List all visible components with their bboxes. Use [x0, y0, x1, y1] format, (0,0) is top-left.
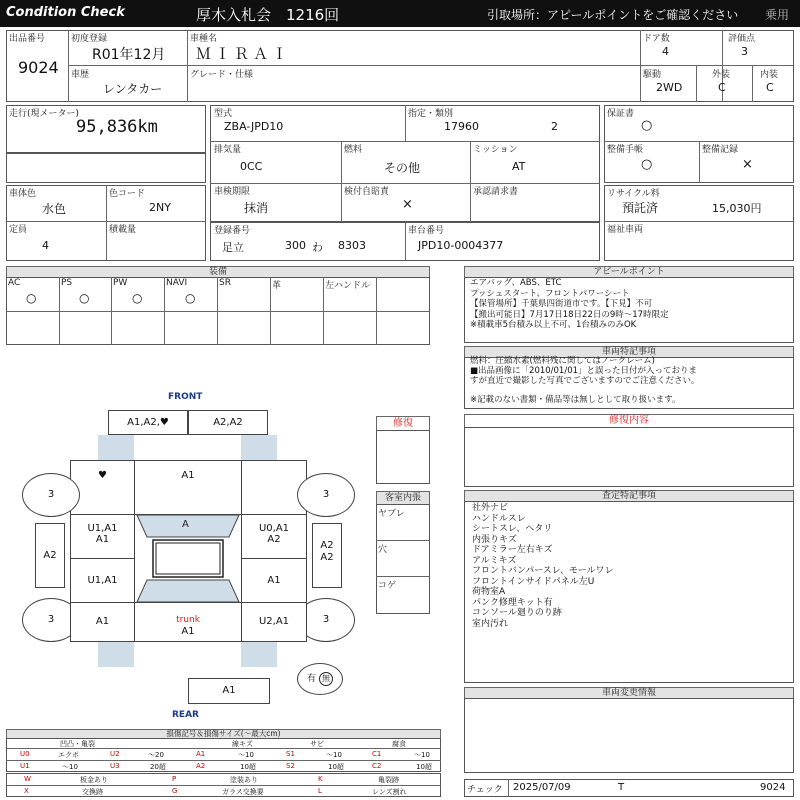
- grade-label: グレード・仕様: [190, 70, 254, 80]
- wheel-front-left: 3: [22, 473, 80, 517]
- vehicle-class: 乗用: [765, 8, 790, 22]
- lot-no-label: 出品番号: [9, 34, 46, 44]
- repair-detail-box: [464, 427, 794, 487]
- special-line: すが直近で撮影した写真でございますのでご注意ください。: [470, 375, 700, 386]
- spare-mark: 無: [319, 672, 333, 686]
- mission-label: ミッション: [473, 145, 518, 155]
- welfare-label: 福祉車両: [607, 225, 644, 235]
- drive: 2WD: [656, 81, 683, 94]
- appeal-line: プッシュスタート、フロントパワーシート: [470, 288, 630, 299]
- appeal-line: ※積載車5台積み以上不可、1台積みのみOK: [470, 320, 637, 330]
- mirror-left: A2: [35, 523, 65, 588]
- displacement-label: 排気量: [214, 145, 242, 155]
- inspection-notes-title: 査定特記事項: [464, 490, 794, 502]
- legend-code: K: [318, 775, 323, 783]
- door-fr-2: A2: [267, 534, 281, 545]
- model-name-label: 車種名: [190, 34, 218, 44]
- loading-label: 積載量: [109, 225, 137, 235]
- note-line: 内張りキズ: [472, 534, 517, 545]
- reg-num: 8303: [338, 239, 366, 252]
- condition-check-title: Condition Check: [6, 5, 125, 20]
- legend-desc: 塗装あり: [230, 776, 258, 784]
- equip-ac: ○: [26, 291, 37, 305]
- car-diagram: [10, 385, 370, 725]
- exterior-label: 外装: [712, 70, 731, 80]
- legend-code: S1: [286, 750, 295, 758]
- legend-code: A2: [196, 762, 206, 770]
- doors: 4: [662, 45, 669, 58]
- special-line: 燃料：圧縮水素(燃料残に関してはノークレーム): [470, 356, 655, 366]
- equip-ps-label: PS: [61, 278, 73, 288]
- legend-desc: 10超: [328, 763, 344, 771]
- equip-pw-label: PW: [113, 278, 128, 288]
- changes-box: [464, 698, 794, 773]
- note-line: パンク修理キット有: [472, 597, 553, 608]
- wheel-rear-left: 3: [22, 598, 80, 642]
- front-bumper-left: [108, 410, 188, 435]
- warranty: ○: [641, 118, 653, 133]
- recycle-amount: 15,030円: [712, 202, 762, 215]
- door-front-left: [70, 514, 135, 559]
- equip-ac-label: AC: [8, 278, 21, 288]
- exterior: C: [718, 81, 726, 94]
- legend-group-dent: 凹凸・亀裂: [60, 740, 95, 748]
- legend-desc: 20超: [150, 763, 166, 771]
- appeal-line: 【保管場所】千葉県四街道市です。【下見】不可: [470, 299, 653, 309]
- header-bar: [0, 0, 800, 27]
- appeal-title: アピールポイント: [464, 266, 794, 278]
- reg-area: 足立: [222, 241, 244, 254]
- legend-desc: 10超: [416, 763, 432, 771]
- equipment-title: 装備: [6, 266, 430, 278]
- mission: AT: [512, 160, 526, 173]
- trunk-label: trunk: [176, 615, 200, 625]
- front-fender-right: [241, 460, 307, 515]
- capacity-label: 定員: [9, 225, 28, 235]
- note-line: 荷物室A: [472, 587, 506, 597]
- footer-lot: 9024: [760, 782, 786, 793]
- mirror-right: [312, 523, 342, 588]
- mileage-label: 走行(現メーター): [9, 109, 80, 119]
- legend-code: U0: [20, 750, 30, 758]
- legend-code: X: [24, 787, 29, 795]
- note-line: 室内汚れ: [472, 618, 509, 629]
- note-line: ドアミラー左右キズ: [472, 545, 553, 555]
- model-name: ＭＩＲＡＩ: [196, 45, 292, 63]
- appeal-line: エアバッグ、ABS、ETC: [470, 278, 562, 288]
- interior-hole: 穴: [378, 545, 388, 555]
- check-label: チェック: [467, 785, 503, 795]
- rear-bumper: A1: [188, 678, 270, 704]
- mileage: 95,836km: [76, 117, 158, 137]
- legend-desc: エクボ: [58, 751, 79, 759]
- legend-desc: ～10: [326, 751, 342, 759]
- approval-label: 承認請求書: [473, 187, 519, 197]
- note-line: 社外ナビ: [472, 503, 509, 513]
- maint-record: ×: [742, 157, 753, 172]
- legend-desc: 板金あり: [80, 776, 108, 784]
- repair-detail-title: 修復内容: [464, 414, 794, 428]
- fuel: その他: [384, 161, 421, 175]
- pickup-notice: 引取場所：アピールポイントをご確認ください: [487, 8, 739, 22]
- interior-title: 客室内張: [376, 491, 430, 505]
- front-bumper-left-text: A1,A2,: [127, 417, 160, 428]
- color: 水色: [42, 202, 67, 216]
- legend-desc: 10超: [240, 763, 256, 771]
- legend-desc: ～10: [414, 751, 430, 759]
- interior: C: [766, 81, 774, 94]
- front-bumper-right: A2,A2: [188, 410, 268, 435]
- legend-code: G: [172, 787, 178, 795]
- wheel-front-right: 3: [297, 473, 355, 517]
- inspection-label: 車検期限: [214, 187, 251, 197]
- wheel-rear-right: 3: [297, 598, 355, 642]
- legend-code: L: [318, 787, 322, 795]
- color-code: 2NY: [149, 201, 171, 214]
- auction-title: 厚木入札会 1216回: [196, 6, 340, 24]
- legend-desc: 亀裂跡: [378, 776, 399, 784]
- legend-code: A1: [196, 750, 206, 758]
- interior-tear: ヤブレ: [378, 509, 405, 519]
- check-date: 2025/07/09: [513, 782, 571, 793]
- equip-leather-label: 革: [272, 281, 282, 291]
- lot-no: 9024: [18, 58, 59, 77]
- type-label: 型式: [214, 109, 233, 119]
- history: レンタカー: [103, 82, 163, 96]
- legend-code: C2: [372, 762, 382, 770]
- changes-title: 車両変更情報: [464, 687, 794, 699]
- equip-navi-label: NAVI: [166, 278, 188, 288]
- rear-label: REAR: [172, 710, 199, 720]
- maint-book-label: 整備手帳: [607, 145, 644, 155]
- legend-code: U3: [110, 762, 120, 770]
- door-fl-2: A1: [95, 534, 110, 545]
- front-label: FRONT: [168, 392, 203, 402]
- legend-desc: 交換跡: [82, 788, 103, 796]
- note-line: フロントインサイドパネル左U: [472, 576, 595, 587]
- note-line: フロントバンパースレ、モールワレ: [472, 566, 614, 576]
- displacement: 0CC: [240, 160, 263, 173]
- rear-quarter-left: A1: [70, 602, 135, 642]
- note-line: アルミキズ: [472, 555, 517, 566]
- legend-code: U2: [110, 750, 120, 758]
- designation: 17960: [444, 120, 479, 133]
- door-rear-right: A1: [241, 558, 307, 603]
- repair-title: 修復: [376, 416, 430, 431]
- recycle-label: リサイクル料: [607, 189, 660, 199]
- door-front-right: [241, 514, 307, 559]
- doors-label: ドア数: [643, 34, 670, 44]
- special-title: 車両特記事項: [464, 346, 794, 358]
- chassis-label: 車台番号: [408, 226, 445, 236]
- special-line: ※記載のない書類・備品等は無しとして取り扱います。: [470, 395, 681, 406]
- legend-group-rust: サビ: [310, 740, 324, 748]
- legend-title: 損傷記号＆損傷サイズ(～最大cm): [6, 729, 441, 739]
- auto-tax: ×: [402, 197, 413, 212]
- spare-label: 有: [307, 674, 317, 684]
- color-code-label: 色コード: [109, 189, 146, 199]
- legend-code: C1: [372, 750, 382, 758]
- spare-tire: [297, 663, 343, 695]
- auto-tax-label: 検付自賠責: [344, 187, 390, 197]
- interior-burn: コゲ: [378, 581, 397, 591]
- trunk-value: A1: [181, 626, 195, 637]
- dent-icon: ♥: [98, 470, 107, 481]
- trunk-lid: [134, 602, 242, 642]
- first-reg: R01年12月: [92, 47, 166, 63]
- windshield: A: [182, 519, 189, 530]
- note-line: ハンドルスレ: [472, 513, 526, 524]
- reg-kana: わ: [312, 241, 323, 254]
- classification: 2: [551, 120, 558, 133]
- legend-desc: レンズ割れ: [372, 788, 407, 796]
- recycle-status: 預託済: [622, 201, 659, 215]
- rear-quarter-right: U2,A1: [241, 602, 307, 642]
- first-reg-label: 初度登録: [71, 34, 108, 44]
- mirror-right-2: A2: [320, 552, 334, 563]
- checker: T: [618, 782, 625, 793]
- legend-desc: ガラス交換要: [222, 788, 264, 796]
- warranty-label: 保証書: [607, 109, 635, 119]
- drive-label: 駆動: [643, 70, 662, 80]
- legend-desc: ～10: [238, 751, 254, 759]
- equip-navi: ○: [185, 291, 196, 305]
- type: ZBA-JPD10: [224, 120, 284, 133]
- mirror-right-1: A2: [320, 540, 334, 551]
- equip-pw: ○: [132, 291, 143, 305]
- note-line: コンソール廻りのり跡: [472, 608, 562, 618]
- score-label: 評価点: [728, 34, 756, 44]
- legend-group-scratch: 線キズ: [232, 740, 253, 748]
- appeal-line: 【搬出可能日】7月17日18日22日の9時～17時限定: [470, 309, 669, 320]
- door-fl-1: U1,A1: [87, 523, 118, 534]
- legend-code: U1: [20, 762, 30, 770]
- reg-class: 300: [285, 239, 306, 252]
- door-rear-left: U1,A1: [70, 558, 135, 603]
- legend-group-corrosion: 腐食: [392, 740, 406, 748]
- legend-desc: ～10: [62, 763, 78, 771]
- history-label: 車歴: [71, 70, 90, 80]
- warning-icon: ♥: [159, 417, 169, 428]
- equip-lhd-label: 左ハンドル: [325, 281, 371, 291]
- equip-ps: ○: [79, 291, 90, 305]
- maint-book: ○: [641, 157, 653, 172]
- door-fr-1: U0,A1: [258, 523, 290, 534]
- legend-code: S2: [286, 762, 295, 770]
- reg-no-label: 登録番号: [214, 226, 251, 236]
- front-fender-left: [70, 460, 135, 515]
- interior-box: [376, 504, 430, 614]
- designation-label: 指定・類別: [408, 109, 454, 119]
- legend-code: P: [172, 775, 177, 783]
- color-label: 車体色: [9, 189, 37, 199]
- capacity: 4: [42, 239, 49, 252]
- score: 3: [741, 45, 748, 58]
- legend-code: W: [24, 775, 31, 783]
- equip-sr-label: SR: [219, 278, 231, 288]
- repair-box: [376, 430, 430, 484]
- fuel-label: 燃料: [344, 145, 363, 155]
- legend-desc: ～20: [148, 751, 164, 759]
- note-line: シートスレ、ヘタリ: [472, 524, 553, 534]
- interior-label: 内装: [760, 70, 779, 80]
- maint-record-label: 整備記録: [702, 145, 739, 155]
- special-line: ■出品画像に「2010/01/01」と誤った日付が入っておりま: [470, 365, 698, 376]
- hood: A1: [134, 460, 242, 515]
- inspection: 抹消: [244, 201, 269, 215]
- chassis-no: JPD10-0004377: [418, 239, 504, 252]
